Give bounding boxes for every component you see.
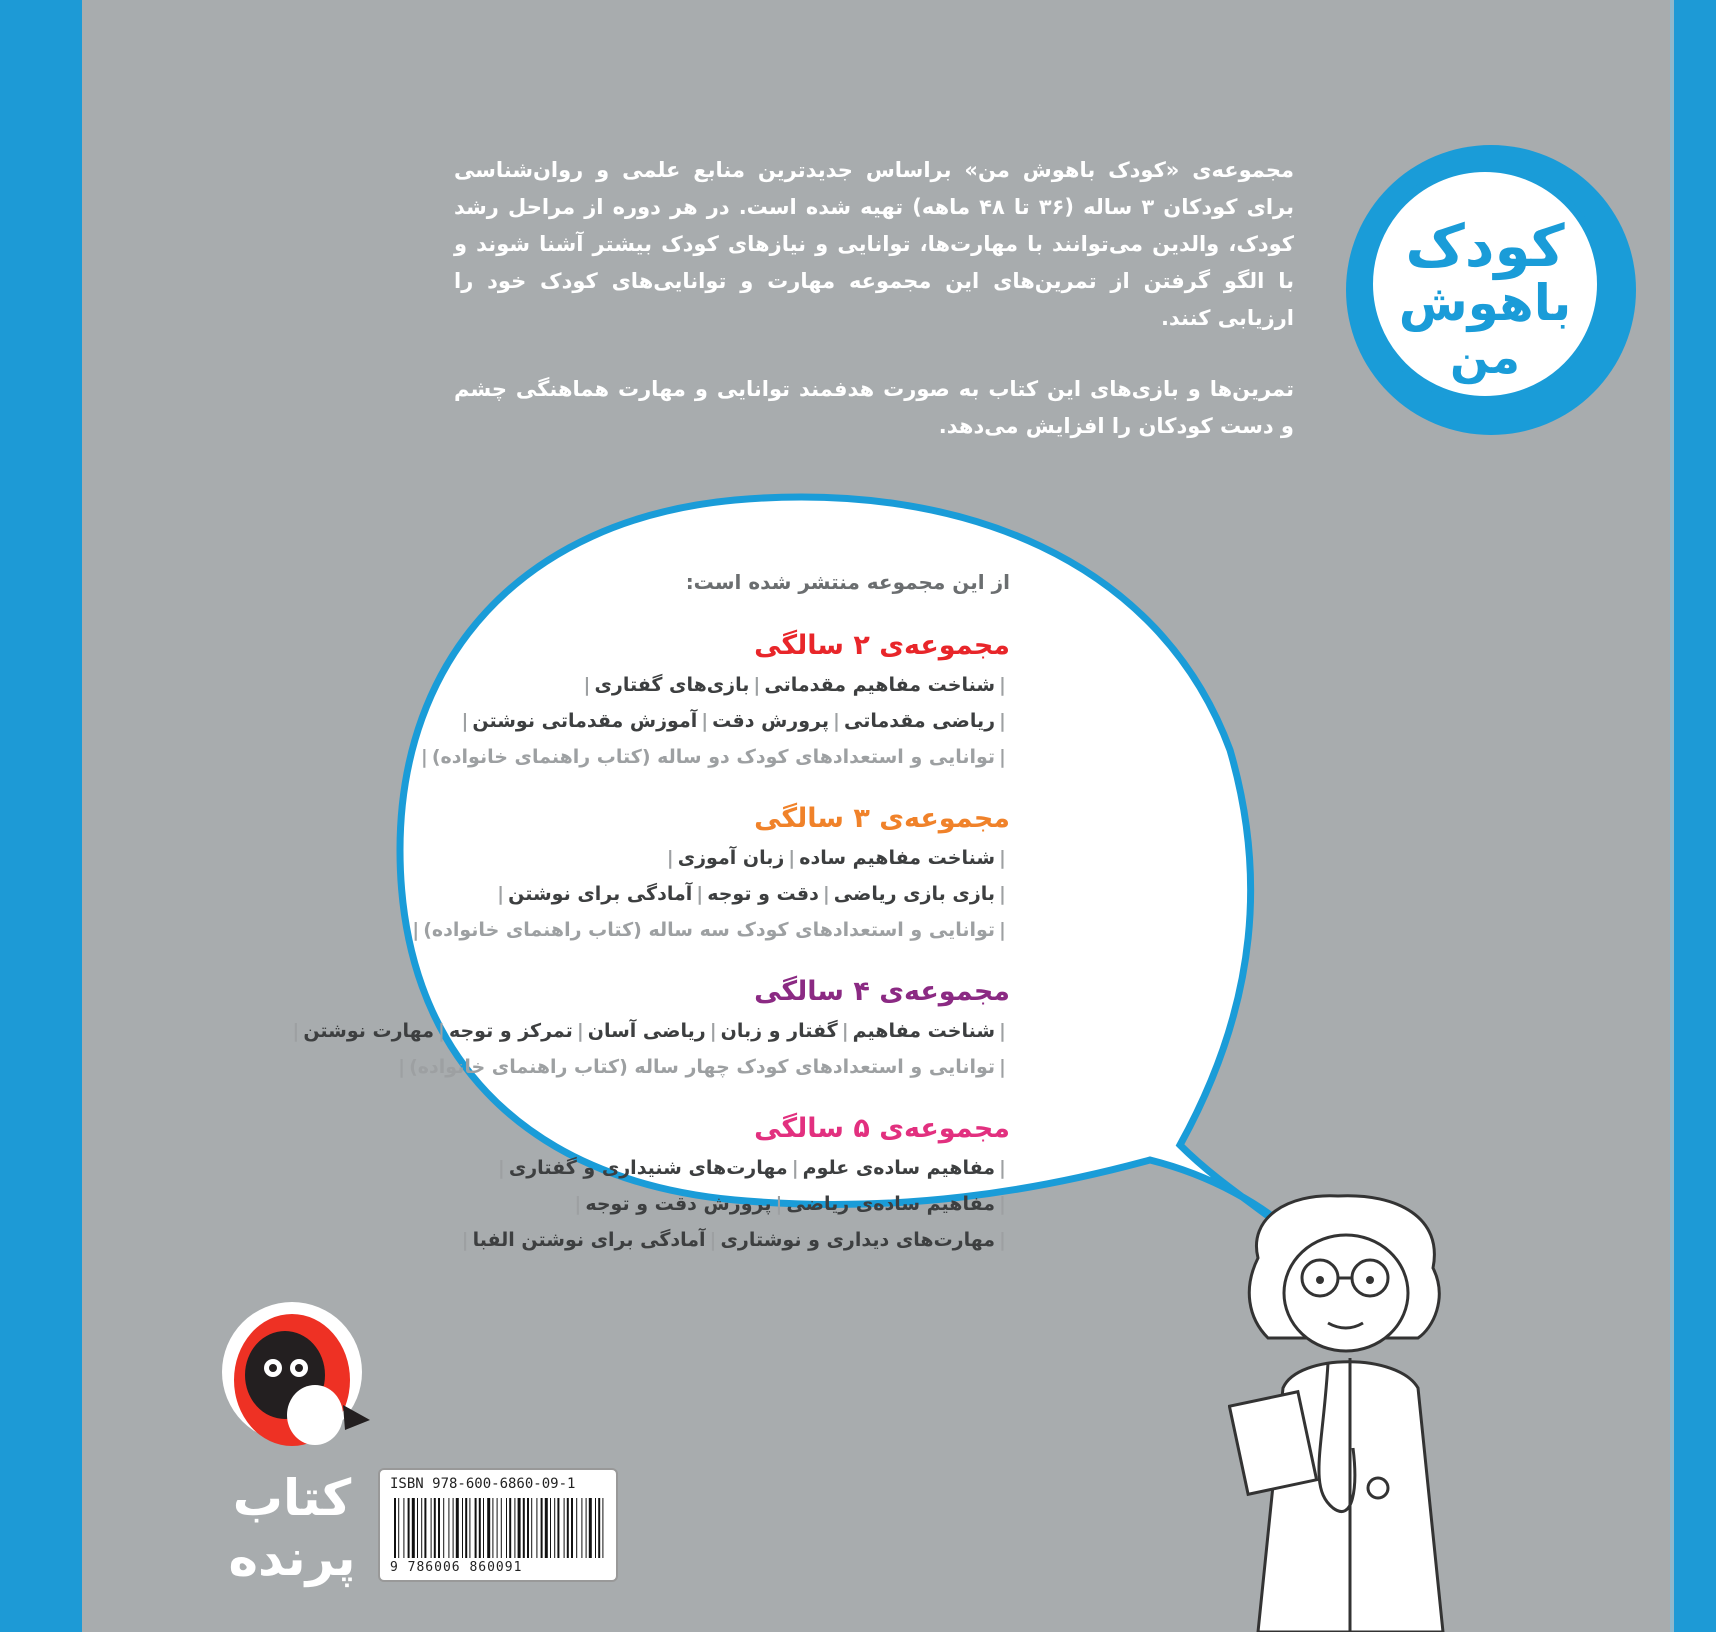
series-container — [292, 630, 1010, 1258]
book-title: ریاضی مقدماتی — [843, 710, 996, 732]
barcode-bar — [434, 1498, 436, 1558]
series-block — [412, 803, 1010, 948]
separator: | — [461, 1229, 469, 1251]
separator: | — [709, 1229, 717, 1251]
book-title: زبان آموزی — [677, 847, 785, 869]
separator: | — [497, 883, 505, 905]
book-title: پرورش دقت — [712, 710, 830, 732]
separator: | — [833, 710, 840, 732]
separator: | — [999, 1056, 1006, 1078]
separator: | — [497, 1157, 505, 1179]
doctor-face — [1284, 1235, 1408, 1351]
barcode-bar — [554, 1498, 555, 1558]
barcode-bar — [557, 1498, 559, 1558]
barcode-bar — [403, 1498, 404, 1558]
barcode-bar — [443, 1498, 444, 1558]
barcode-bar — [497, 1498, 498, 1558]
barcode-bar — [509, 1498, 511, 1558]
separator: | — [437, 1020, 445, 1042]
separator: | — [841, 1020, 849, 1042]
series-line — [292, 1013, 1010, 1049]
barcode-bar — [581, 1498, 582, 1558]
separator: | — [753, 674, 761, 696]
series-block — [420, 630, 1010, 775]
barcode-bar — [412, 1498, 415, 1558]
separator: | — [701, 710, 709, 732]
separator: | — [788, 847, 796, 869]
separator: | — [999, 1229, 1006, 1251]
barcode-bar — [602, 1498, 603, 1558]
separator: | — [583, 674, 591, 696]
logo-line-3: من — [1450, 330, 1520, 384]
barcode-bar — [567, 1498, 569, 1558]
book-title: بازی بازی ریاضی — [833, 883, 996, 905]
barcode-bar — [541, 1498, 543, 1558]
barcode-digits: 9 786006 860091 — [390, 1560, 523, 1575]
book-title: مفاهیم ساده‌ی علوم — [802, 1157, 996, 1179]
separator: | — [999, 883, 1006, 905]
barcode-bar — [453, 1498, 454, 1558]
barcode-bar — [438, 1498, 440, 1558]
series-line — [450, 703, 1010, 739]
barcode-bar — [506, 1498, 507, 1558]
barcode-bar — [421, 1498, 422, 1558]
series-line — [450, 667, 1010, 703]
barcode-bar — [465, 1498, 467, 1558]
separator: | — [292, 1020, 300, 1042]
separator: | — [999, 746, 1006, 768]
series-title: مجموعه‌ی ۲ سالگی — [754, 630, 1010, 661]
book-title: بازی‌های گفتاری — [594, 674, 750, 696]
barcode-bar — [518, 1498, 521, 1558]
barcode-bar — [448, 1498, 449, 1558]
separator: | — [412, 919, 420, 941]
barcode-bar — [595, 1498, 596, 1558]
book-title: شناخت مفاهیم — [852, 1020, 996, 1042]
separator: | — [666, 847, 674, 869]
bird-wing — [287, 1385, 343, 1445]
barcode-bar — [545, 1498, 548, 1558]
barcode-bar — [536, 1498, 537, 1558]
separator: | — [709, 1020, 717, 1042]
barcode-bar — [586, 1498, 587, 1558]
barcode-bar — [475, 1498, 477, 1558]
barcode-bar — [479, 1498, 481, 1558]
book-title: مهارت‌های شنیداری و گفتاری — [508, 1157, 788, 1179]
barcode-bar — [492, 1498, 493, 1558]
barcode-bar — [487, 1498, 490, 1558]
logo-line-2: باهوش — [1398, 274, 1572, 332]
barcode-bar — [394, 1498, 396, 1558]
barcode-bar — [550, 1498, 551, 1558]
barcode-bar — [571, 1498, 573, 1558]
barcode-bar — [483, 1498, 484, 1558]
separator: | — [398, 1056, 406, 1078]
barcode-bar — [462, 1498, 463, 1558]
doctor-eye-right — [1366, 1276, 1374, 1284]
separator: | — [461, 710, 469, 732]
barcode-bar — [589, 1498, 592, 1558]
barcode-bar — [469, 1498, 470, 1558]
bird-tail — [343, 1405, 370, 1430]
book-title: توانایی و استعدادهای کودک دو ساله (کتاب راهنمای خانواده) — [431, 746, 996, 768]
published-lead: از این مجموعه منتشر شده است: — [685, 570, 1010, 594]
separator: | — [576, 1020, 584, 1042]
stethoscope-chestpiece — [1368, 1478, 1388, 1498]
book-title: آمادگی برای نوشتن الفبا — [472, 1229, 706, 1251]
separator: | — [999, 674, 1006, 696]
publisher-name-line-1: کتاب — [232, 1469, 352, 1527]
barcode — [392, 1498, 606, 1558]
intro-paragraph-2: تمرین‌ها و بازی‌های این کتاب به صورت هدفمند توانایی و مهارت هماهنگی چشم و دست کودکان را افزایش می‌دهد. — [454, 377, 1294, 438]
isbn-number: ISBN 978-600-6860-09-1 — [390, 1476, 576, 1492]
barcode-bar — [501, 1498, 502, 1558]
book-title: مفاهیم ساده‌ی ریاضی — [786, 1193, 996, 1215]
book-title: گفتار و زبان — [720, 1020, 838, 1042]
series-line — [412, 912, 1010, 948]
separator: | — [420, 746, 428, 768]
barcode-bar — [576, 1498, 577, 1558]
separator: | — [574, 1193, 582, 1215]
separator: | — [999, 1193, 1006, 1215]
isbn-barcode-box — [378, 1468, 618, 1582]
series-title: مجموعه‌ی ۵ سالگی — [754, 1113, 1010, 1144]
book-title: ریاضی آسان — [587, 1020, 706, 1042]
series-line — [450, 1222, 1010, 1258]
book-title: تمرکز و توجه — [448, 1020, 573, 1042]
barcode-bar — [531, 1498, 532, 1558]
separator: | — [999, 710, 1006, 732]
book-title: آموزش مقدماتی نوشتن — [472, 710, 698, 732]
barcode-bar — [598, 1498, 600, 1558]
bird-pupil-right — [295, 1364, 303, 1372]
series-block — [292, 976, 1010, 1085]
barcode-bar — [408, 1498, 410, 1558]
book-title: دقت و توجه — [707, 883, 819, 905]
barcode-bar — [424, 1498, 426, 1558]
separator: | — [999, 847, 1006, 869]
barcode-bar — [417, 1498, 418, 1558]
series-line — [420, 739, 1010, 775]
publisher-logo — [205, 1300, 380, 1600]
separator: | — [696, 883, 704, 905]
series-line — [450, 876, 1010, 912]
separator: | — [791, 1157, 799, 1179]
separator: | — [822, 883, 830, 905]
separator: | — [775, 1193, 783, 1215]
barcode-bar — [514, 1498, 515, 1558]
intro-paragraph-1: مجموعه‌ی «کودک باهوش من» براساس جدیدترین منابع علمی و روان‌شناسی برای کودکان ۳ ساله (۳۶ تا ۴۸ ماهه) تهیه شده است. در هر دوره از مراحل رشد کودک، والدین می‌توانند با مهارت‌ها، توانایی و نیازهای کودک بیشتر آشنا شوند و با الگو گرفتن از تمرین‌های این مجموعه مهارت و توانایی‌های کودک خود را ارزیابی کنند. — [454, 158, 1294, 330]
barcode-bar — [564, 1498, 565, 1558]
series-line — [450, 840, 1010, 876]
barcode-bar — [431, 1498, 432, 1558]
barcode-bar — [398, 1498, 399, 1558]
book-title: شناخت مفاهیم مقدماتی — [764, 674, 996, 696]
book-title: آمادگی برای نوشتن — [508, 883, 693, 905]
logo-line-1: کودک — [1405, 212, 1565, 280]
barcode-bar — [523, 1498, 525, 1558]
doctor-eye-left — [1316, 1276, 1324, 1284]
barcode-bar — [456, 1498, 459, 1558]
series-block — [450, 1113, 1010, 1258]
bird-pupil-left — [269, 1364, 277, 1372]
book-title: شناخت مفاهیم ساده — [799, 847, 996, 869]
series-list — [292, 570, 1010, 1286]
publisher-name-line-2: پرنده — [228, 1529, 356, 1587]
series-title: مجموعه‌ی ۴ سالگی — [754, 976, 1010, 1007]
separator: | — [999, 1157, 1006, 1179]
series-line — [398, 1049, 1010, 1085]
book-title: توانایی و استعدادهای کودک سه ساله (کتاب راهنمای خانواده) — [423, 919, 996, 941]
book-title: پرورش دقت و توجه — [585, 1193, 772, 1215]
book-title: مهارت‌های دیداری و نوشتاری — [720, 1229, 996, 1251]
separator: | — [999, 1020, 1006, 1042]
separator: | — [999, 919, 1006, 941]
series-title: مجموعه‌ی ۳ سالگی — [754, 803, 1010, 834]
series-line — [450, 1186, 1010, 1222]
barcode-bar — [527, 1498, 529, 1558]
book-title: مهارت نوشتن — [303, 1020, 434, 1042]
book-title: توانایی و استعدادهای کودک چهار ساله (کتاب راهنمای خانواده) — [409, 1056, 996, 1078]
series-line — [450, 1150, 1010, 1186]
doctor-character-illustration — [1228, 1188, 1468, 1632]
